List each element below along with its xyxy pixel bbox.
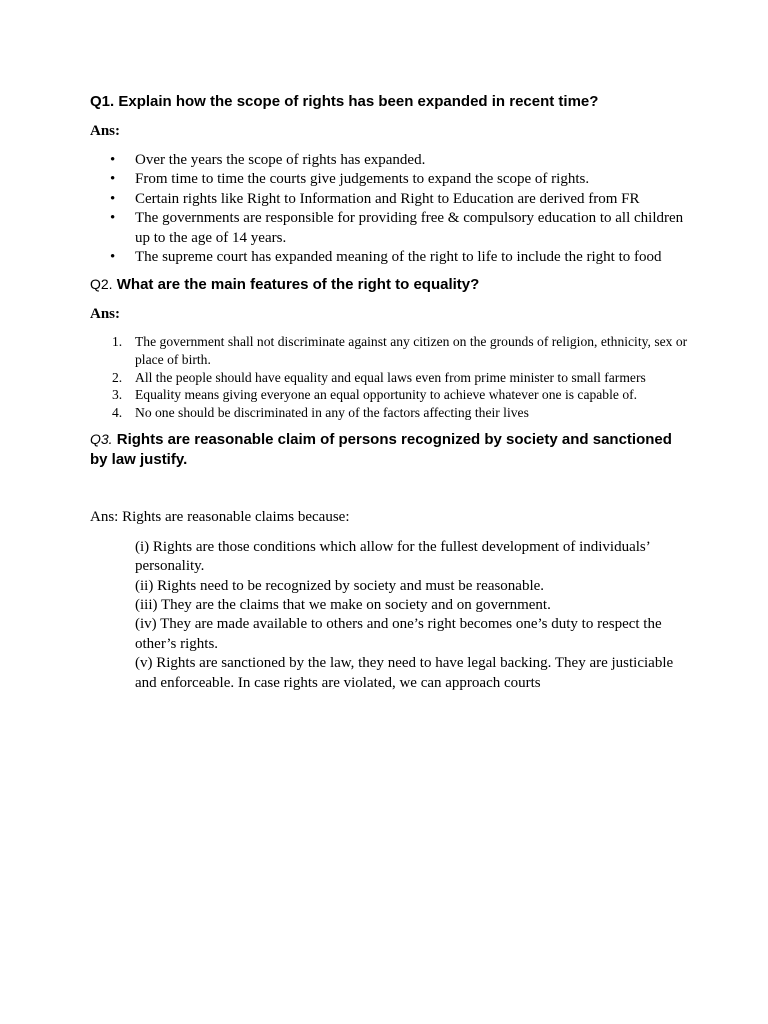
list-item: • From time to time the courts give judgements to expand the scope of rights. <box>90 170 690 189</box>
reason-item: (iii) They are the claims that we make on society and on government. <box>135 597 551 614</box>
reason-item: (ii) Rights need to be recognized by society and must be reasonable. <box>135 577 545 594</box>
reason-item: (v) Rights are sanctioned by the law, they need to have legal backing. They are justiciable and enforceable. In case rights are violated, we can approach courts <box>135 655 674 691</box>
list-item: 1. The government shall not discriminate against any citizen on the grounds of religion, ethnicity, sex or place of birth. <box>112 334 688 368</box>
q2-numbered-list <box>90 333 690 421</box>
list-item: 2. All the people should have equality and equal laws even from prime minister to small farmers <box>112 369 646 385</box>
q2-ans-label: Ans: <box>90 306 121 323</box>
list-item: • The supreme court has expanded meaning of the right to life to include the right to food <box>90 248 690 267</box>
list-item: 3. Equality means giving everyone an equal opportunity to achieve whatever one is capable of. <box>112 387 638 403</box>
q1-heading: Q1. Explain how the scope of rights has been expanded in recent time? <box>90 93 599 110</box>
reason-item: (iv) They are made available to others and one’s right becomes one’s duty to respect the other’s rights. <box>135 616 662 652</box>
q1-bullet-list <box>90 151 690 267</box>
q3-reasons <box>90 538 690 693</box>
document-page <box>90 92 690 693</box>
q2-heading <box>90 274 690 295</box>
bullet-icon: • <box>110 152 116 168</box>
q3-heading-text: Rights are reasonable claim of persons recognized by society and sanctioned by law justify. <box>90 431 672 469</box>
q2-heading-text: What are the main features of the right to equality? <box>116 276 480 294</box>
bullet-icon: • <box>110 190 116 207</box>
q3-prefix: Q3. <box>90 431 113 448</box>
list-item: 4. No one should be discriminated in any of the factors affecting their lives <box>112 404 529 420</box>
q3-heading <box>90 429 690 470</box>
bullet-icon: • <box>110 171 116 188</box>
list-item: • Over the years the scope of rights has expanded. <box>90 151 690 170</box>
reason-item: (i) Rights are those conditions which allow for the fullest development of individuals’ personality. <box>135 538 650 575</box>
q1-ans-label: Ans: <box>90 123 121 139</box>
bullet-icon: • <box>110 210 116 227</box>
bullet-icon: • <box>110 249 116 266</box>
list-item: • The governments are responsible for providing free & compulsory education to all children up to the age of 14 years. <box>110 210 684 246</box>
q3-ans-intro: Ans: Rights are reasonable claims because: <box>90 509 350 526</box>
q2-prefix: Q2. <box>90 276 113 293</box>
list-item: • Certain rights like Right to Information and Right to Education are derived from FR <box>90 190 690 209</box>
